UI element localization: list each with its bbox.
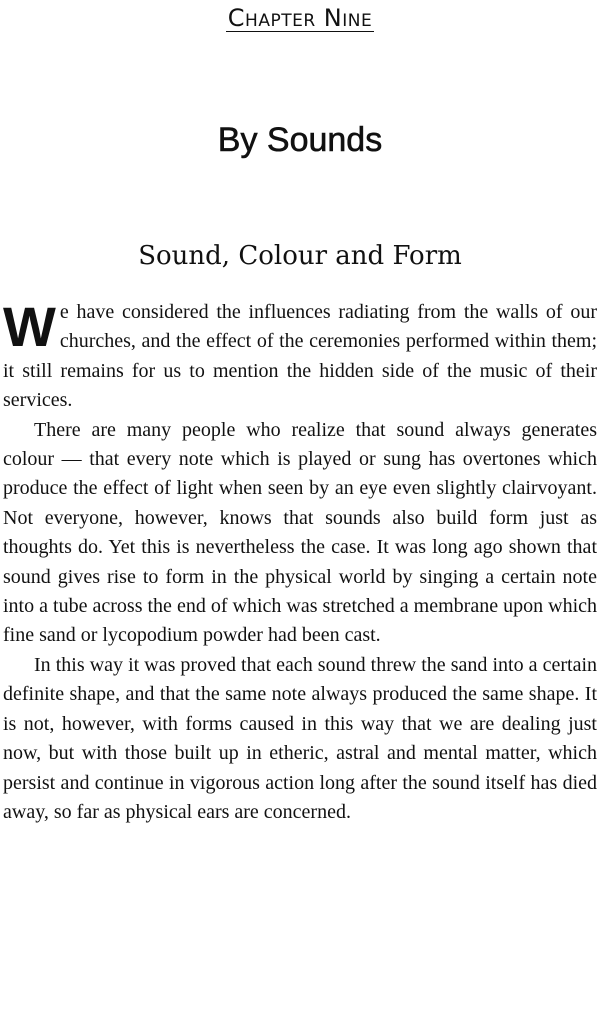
section-title: Sound, Colour and Form: [138, 241, 462, 271]
paragraph-1: [3, 295, 597, 416]
drop-cap: W: [3, 295, 56, 358]
body-text: [3, 295, 597, 827]
chapter-label-text: Chapter Nine: [227, 4, 373, 32]
chapter-title: By Sounds: [217, 121, 383, 159]
chapter-label: [0, 2, 600, 34]
paragraph-2: There are many people who realize that sound always generates colour — that every note which is played or sung has overtones which produce the effect of light when seen by an eye even slightly clairvoyant. Not everyone, however, knows that sounds also build form just as thoughts do. Yet this is nevertheless the case. It was long ago shown that sound gives rise to form in the physical world by singing a certain note into a tube across the end of which was stretched a membrane upon which fine sand or lycopodium powder had been cast.: [3, 418, 597, 647]
paragraph-1-text: e have considered the influences radiating from the walls of our churches, and the effect of the ceremonies performed within them; it still remains for us to mention the hidden side of the music of their services.: [3, 301, 597, 412]
paragraph-3: In this way it was proved that each sound threw the sand into a certain definite shape, and that the same note always produced the same shape. It is not, however, with forms caused in this way that we are dealing just now, but with those built up in etheric, astral and mental matter, which persist and continue in vigorous action long after the sound itself has died away, so far as physical ears are concerned.: [3, 653, 597, 823]
